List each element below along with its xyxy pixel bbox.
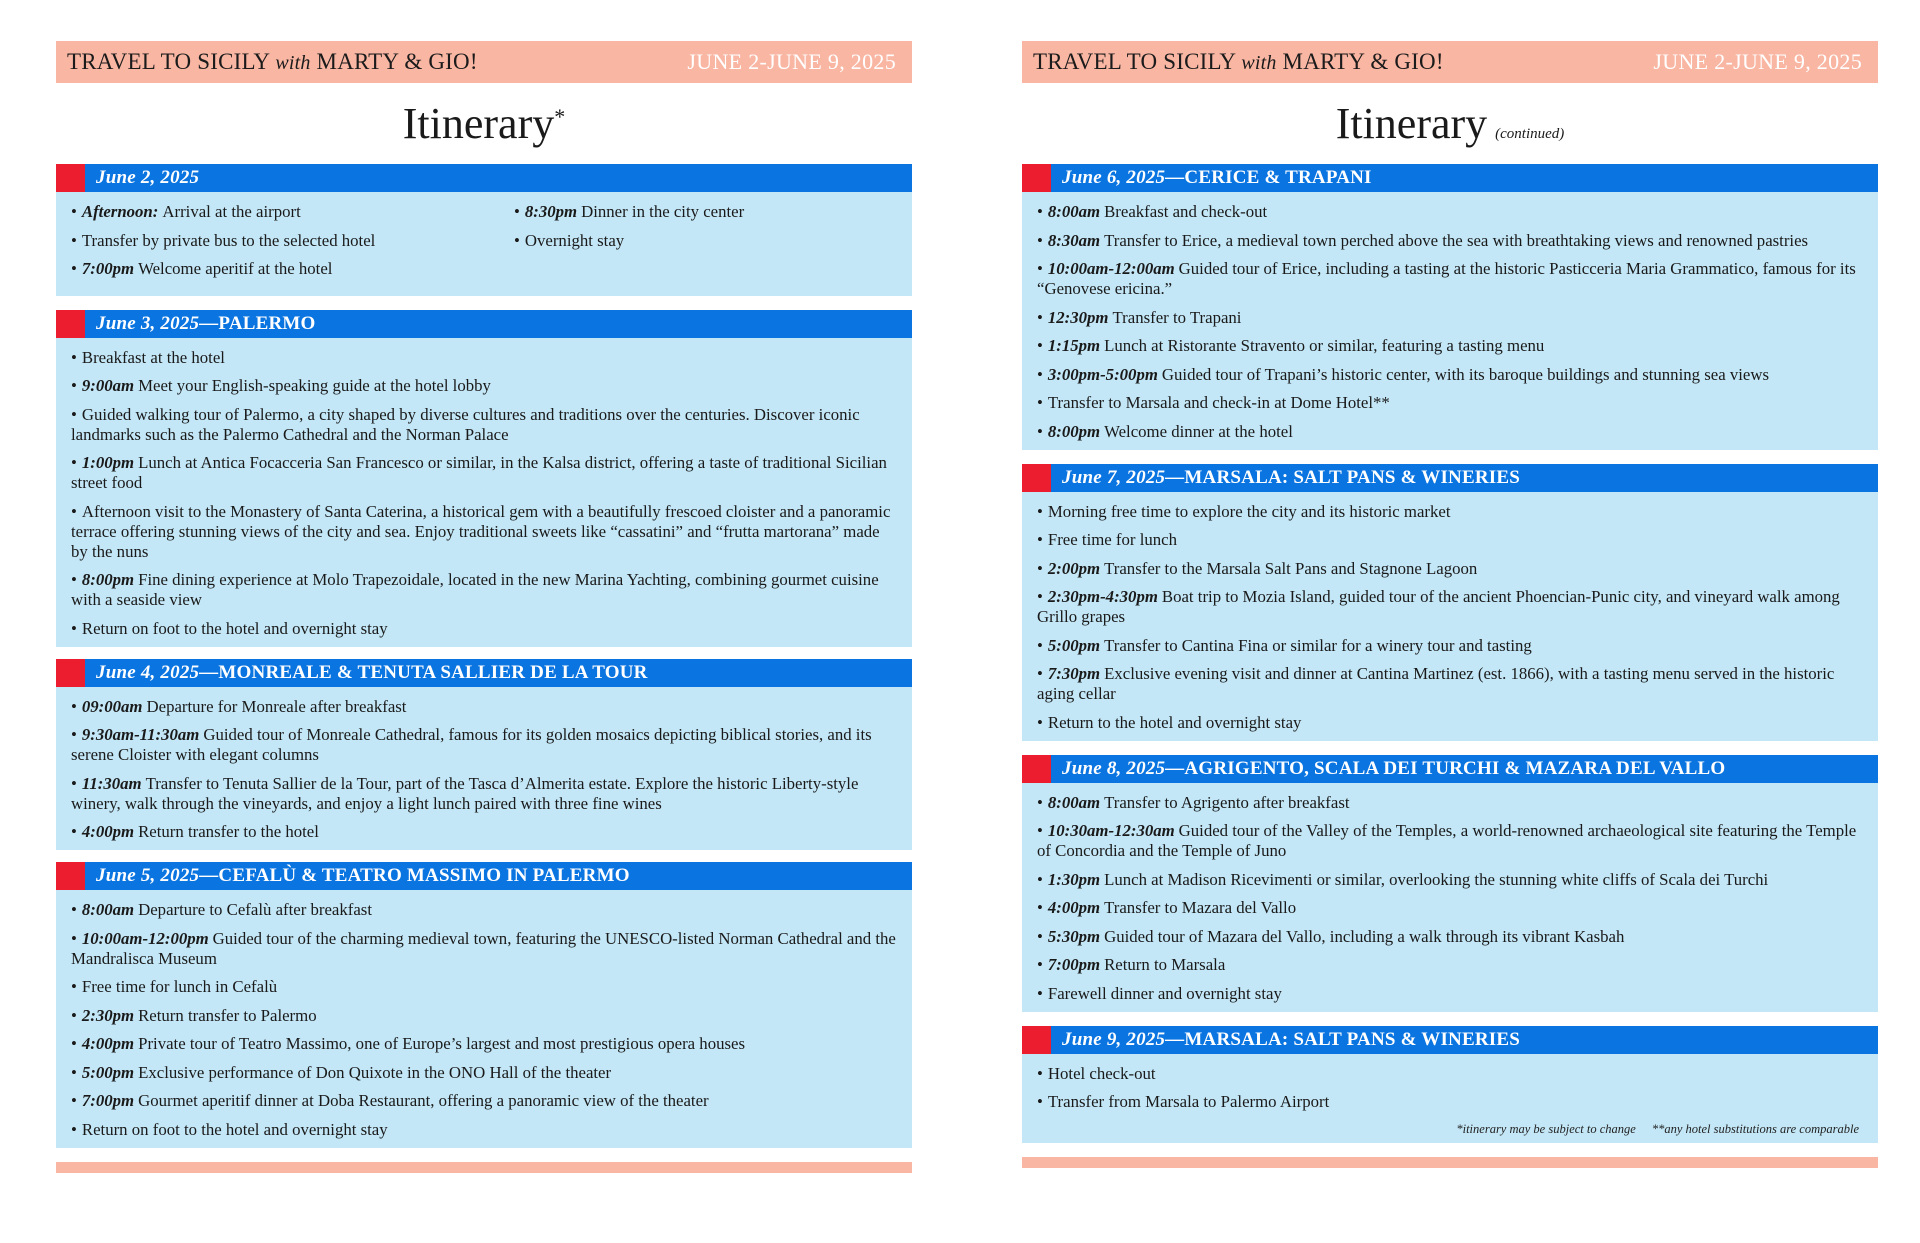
day-june-6 [1022,164,1878,450]
trip-title: TRAVEL TO SICILY with MARTY & GIO! [67,49,478,74]
bullet-icon: • [1037,230,1043,250]
item-time: 8:00pm [81,570,135,589]
item-time: 9:30am-11:30am [81,725,200,744]
item-time: 8:00am [81,900,135,919]
itinerary-item [1037,365,1862,385]
day-header [56,862,912,890]
item-text: Arrival at the airport [162,202,301,221]
itinerary-item [71,900,896,920]
itinerary-item [71,231,514,251]
itinerary-page-1 [56,41,912,1173]
day-june-2 [56,164,912,296]
item-time: 5:30pm [1047,926,1101,946]
item-time: 1:30pm [1047,869,1101,889]
itinerary-item [1037,636,1862,656]
item-text: Transfer to Marsala and check-in at Dome Hotel** [1047,393,1390,412]
trip-dates: JUNE 2-JUNE 9, 2025 [1653,49,1862,74]
itinerary-item [1037,259,1862,299]
bullet-icon: • [1037,821,1043,840]
bullet-icon: • [71,347,77,367]
item-text: Transfer to Mazara del Vallo [1104,898,1297,917]
day-items-column-2 [514,202,744,288]
itinerary-item [71,619,896,639]
item-text: Guided tour of Trapani’s historic center, with its baroque buildings and stunning sea views [1161,364,1769,384]
item-text: Guided tour of Mazara del Vallo, including a walk through its vibrant Kasbah [1104,926,1625,946]
bullet-icon: • [1037,635,1043,655]
itinerary-item [1037,422,1862,442]
day-date: June 7, 2025— [1062,466,1185,488]
bullet-icon: • [514,202,520,221]
itinerary-item [1037,308,1862,328]
item-time: 8:30pm [524,202,578,221]
bullet-icon: • [1037,393,1043,412]
itinerary-item [1037,793,1862,813]
itinerary-item [71,977,896,997]
page-title: Itinerary* [402,99,566,148]
day-june-5 [56,862,912,1148]
itinerary-item [71,348,896,368]
item-time: 10:00am-12:00pm [81,928,209,948]
day-place: CERICE & TRAPANI [1184,167,1372,188]
footnotes [1022,1120,1878,1143]
bullet-icon: • [514,230,520,250]
day-date: June 5, 2025— [96,865,219,886]
bullet-icon: • [71,1091,77,1110]
item-time: 4:00pm [81,1034,135,1053]
item-time: 10:30am-12:30am [1047,821,1175,840]
item-time: 1:15pm [1047,336,1101,355]
itinerary-item [1037,1092,1862,1112]
itinerary-item [71,1091,896,1111]
day-june-8 [1022,755,1878,1012]
day-place: MARSALA: SALT PANS & WINERIES [1184,1028,1520,1050]
item-time: 8:00am [1047,202,1101,221]
day-date: June 2, 2025 [96,167,200,188]
itinerary-page-2 [1022,41,1878,1168]
item-text: Dinner in the city center [581,202,745,221]
item-text: Transfer to Tenuta Sallier de la Tour, part of the Tasca d’Almerita estate. Explore the historic Liberty-style winery, walk through the vineyards, and enjoy a light lunch paired with three fine wines [71,773,859,813]
bullet-icon: • [71,977,77,996]
itinerary-item [71,725,896,765]
footnote-itinerary: *itinerary may be subject to change [1456,1122,1636,1136]
day-items [1022,1054,1878,1121]
bullet-icon: • [71,1119,77,1139]
item-time: 8:00am [1047,792,1101,812]
item-time: 4:00pm [1047,898,1101,917]
bullet-icon: • [71,453,77,472]
day-place: AGRIGENTO, SCALA DEI TURCHI & MAZARA DEL VALLO [1184,757,1726,779]
item-text: Free time for lunch in Cefalù [81,977,278,996]
item-time: 7:00pm [1047,955,1101,974]
item-time: 5:00pm [1047,635,1101,655]
item-text: Welcome aperitif at the hotel [138,259,333,278]
day-items [1022,192,1878,450]
itinerary-item [1037,231,1862,251]
day-items [56,890,912,1148]
item-text: Lunch at Antica Focacceria San Francesco or similar, in the Kalsa district, offering a taste of traditional Sicilian street food [71,453,887,492]
item-text: Return on foot to the hotel and overnight stay [81,1119,388,1139]
bullet-icon: • [71,570,77,589]
itinerary-item [514,202,744,222]
itinerary-item [1037,530,1862,550]
item-text: Lunch at Ristorante Stravento or similar, featuring a tasting menu [1104,336,1545,355]
item-text: Afternoon visit to the Monastery of Santa Caterina, a historical gem with a beautifully frescoed cloister and a panoramic terrace offering stunning views of the city and sea. Enjoy traditional sweets like “cassatini” and “frutta martorana” made by the nuns [71,501,891,561]
item-text: Transfer to Cantina Fina or similar for a winery tour and tasting [1104,635,1532,655]
page-footer-bar [1022,1157,1878,1168]
itinerary-item [514,231,744,251]
bullet-icon: • [71,1034,77,1053]
itinerary-item [1037,955,1862,975]
bullet-icon: • [71,928,77,948]
item-text: Lunch at Madison Ricevimenti or similar, overlooking the stunning white cliffs of Scala dei Turchi [1104,869,1769,889]
itinerary-item [1037,559,1862,579]
day-marker [1022,1026,1051,1054]
item-text: Transfer by private bus to the selected hotel [81,230,376,250]
item-text: Return transfer to Palermo [138,1005,317,1025]
item-time: 7:30pm [1047,664,1101,683]
item-text: Transfer to Erice, a medieval town perched above the sea with breathtaking views and renowned pastries [1104,230,1809,250]
day-items [56,338,912,647]
itinerary-item [71,570,896,610]
item-text: Return transfer to the hotel [138,822,319,841]
item-text: Gourmet aperitif dinner at Doba Restaurant, offering a panoramic view of the theater [138,1091,709,1110]
bullet-icon: • [71,696,77,716]
itinerary-item [1037,587,1862,627]
item-time: 8:00pm [1047,421,1101,441]
page-footer-bar [56,1162,912,1173]
item-text: Morning free time to explore the city and its historic market [1047,501,1451,521]
day-header [1022,755,1878,783]
bullet-icon: • [71,259,77,278]
itinerary-item [1037,393,1862,413]
itinerary-item [71,1006,896,1026]
bullet-icon: • [71,404,77,424]
bullet-icon: • [71,1005,77,1025]
item-time: 5:00pm [81,1062,135,1082]
day-marker [1022,164,1051,192]
day-place: PALERMO [218,312,316,334]
day-place: CEFALÙ & TEATRO MASSIMO IN PALERMO [218,865,630,886]
day-june-3 [56,310,912,647]
itinerary-item [71,697,896,717]
itinerary-item [1037,202,1862,222]
day-header [56,659,912,687]
day-marker [56,862,85,890]
page-header-bar [56,41,912,83]
day-june-9 [1022,1026,1878,1144]
item-text: Farewell dinner and overnight stay [1047,983,1282,1003]
day-marker [1022,755,1051,783]
bullet-icon: • [1037,869,1043,889]
item-time: 4:00pm [81,822,135,841]
itinerary-item [71,774,896,814]
item-time: 2:30pm-4:30pm [1047,587,1158,606]
itinerary-item [1037,898,1862,918]
item-text: Transfer to Trapani [1112,307,1242,327]
day-marker [56,310,85,338]
day-items-column-1 [71,202,514,288]
item-text: Free time for lunch [1047,530,1177,549]
item-text: Welcome dinner at the hotel [1104,421,1293,441]
day-header [56,310,912,338]
day-items [1022,492,1878,741]
item-text: Breakfast at the hotel [81,347,225,367]
bullet-icon: • [1037,664,1043,683]
day-june-7 [1022,464,1878,741]
bullet-icon: • [1037,1063,1043,1083]
footnote-hotel: **any hotel substitutions are comparable [1651,1122,1859,1136]
day-marker [56,164,85,192]
itinerary-item [1037,870,1862,890]
item-text: Guided tour of the charming medieval town, featuring the UNESCO-listed Norman Cathedral and the Mandralisca Museum [71,928,896,968]
itinerary-item [71,1034,896,1054]
day-header [56,164,912,192]
bullet-icon: • [1037,983,1043,1003]
itinerary-item [71,822,896,842]
bullet-icon: • [71,618,77,638]
bullet-icon: • [71,202,77,221]
day-june-4 [56,659,912,851]
item-text: Departure to Cefalù after breakfast [138,900,372,919]
itinerary-item [71,202,514,222]
itinerary-item [1037,927,1862,947]
day-items [56,687,912,851]
bullet-icon: • [71,822,77,841]
bullet-icon: • [1037,898,1043,917]
bullet-icon: • [71,230,77,250]
trip-dates: JUNE 2-JUNE 9, 2025 [687,49,896,74]
bullet-icon: • [1037,530,1043,549]
day-place: MONREALE & TENUTA SALLIER DE LA TOUR [218,661,648,683]
item-text: Hotel check-out [1047,1063,1156,1083]
itinerary-item [1037,821,1862,861]
bullet-icon: • [1037,1092,1043,1111]
bullet-icon: • [1037,259,1043,278]
item-time: 1:00pm [81,453,135,472]
bullet-icon: • [71,725,77,744]
item-time: 2:30pm [81,1005,135,1025]
item-text: Return on foot to the hotel and overnight stay [81,618,388,638]
itinerary-item [1037,664,1862,704]
itinerary-item [71,259,514,279]
itinerary-item [71,929,896,969]
itinerary-item [71,376,896,396]
item-text: Return to the hotel and overnight stay [1047,712,1302,732]
bullet-icon: • [71,376,77,395]
item-text: Meet your English-speaking guide at the hotel lobby [138,376,491,395]
item-text: Exclusive evening visit and dinner at Cantina Martinez (est. 1866), with a tasting menu served in the historic aging cellar [1037,664,1835,703]
bullet-icon: • [71,501,77,521]
item-text: Departure for Monreale after breakfast [146,696,407,716]
bullet-icon: • [71,1062,77,1082]
item-time: 09:00am [81,696,143,716]
item-text: Guided tour of Erice, including a tasting at the historic Pasticceria Maria Grammatico, famous for its “Genovese ericina.” [1037,259,1856,298]
itinerary-item [1037,984,1862,1004]
item-text: Breakfast and check-out [1104,202,1268,221]
item-time: Afternoon: [81,202,159,221]
itinerary-item [71,1120,896,1140]
day-date: June 9, 2025— [1062,1028,1185,1050]
day-date: June 6, 2025— [1062,167,1185,188]
item-text: Guided walking tour of Palermo, a city shaped by diverse cultures and traditions over the centuries. Discover iconic landmarks such as the Palermo Cathedral and the Norman Palace [71,404,860,444]
day-marker [1022,464,1051,492]
bullet-icon: • [1037,955,1043,974]
itinerary-item [71,453,896,493]
day-header [1022,164,1878,192]
bullet-icon: • [1037,926,1043,946]
item-time: 7:00pm [81,1091,135,1110]
day-date: June 3, 2025— [96,312,219,334]
item-time: 12:30pm [1047,307,1109,327]
bullet-icon: • [71,900,77,919]
day-header [1022,1026,1878,1054]
day-date: June 4, 2025— [96,661,219,683]
bullet-icon: • [1037,202,1043,221]
itinerary-item [1037,1064,1862,1084]
itinerary-item [1037,502,1862,522]
bullet-icon: • [1037,712,1043,732]
itinerary-item [1037,713,1862,733]
bullet-icon: • [1037,364,1043,384]
day-header [1022,464,1878,492]
day-items [1022,783,1878,1012]
item-text: Transfer from Marsala to Palermo Airport [1047,1092,1330,1111]
bullet-icon: • [1037,558,1043,578]
bullet-icon: • [71,773,77,793]
bullet-icon: • [1037,336,1043,355]
day-marker [56,659,85,687]
item-time: 2:00pm [1047,558,1101,578]
day-place: MARSALA: SALT PANS & WINERIES [1184,466,1520,488]
item-text: Guided tour of the Valley of the Temples, a world-renowned archaeological site featuring the Temple of Concordia and the Temple of Juno [1037,821,1857,860]
item-text: Exclusive performance of Don Quixote in the ONO Hall of the theater [138,1062,612,1082]
bullet-icon: • [1037,421,1043,441]
item-text: Fine dining experience at Molo Trapezoidale, located in the new Marina Yachting, combining gourmet cuisine with a seaside view [71,570,879,609]
page-title: Itinerary (continued) [1335,99,1565,148]
item-time: 9:00am [81,376,135,395]
item-time: 3:00pm-5:00pm [1047,364,1158,384]
day-date: June 8, 2025— [1062,757,1185,779]
bullet-icon: • [1037,307,1043,327]
page-header-bar [1022,41,1878,83]
item-time: 8:30am [1047,230,1101,250]
bullet-icon: • [1037,587,1043,606]
itinerary-item [1037,336,1862,356]
item-time: 11:30am [81,773,142,793]
item-text: Boat trip to Mozia Island, guided tour of the ancient Phoencian-Punic city, and vineyard walk among Grillo grapes [1037,587,1840,626]
item-text: Private tour of Teatro Massimo, one of Europe’s largest and most prestigious opera houses [138,1034,745,1053]
itinerary-item [71,405,896,445]
itinerary-item [71,1063,896,1083]
item-text: Return to Marsala [1104,955,1226,974]
item-time: 10:00am-12:00am [1047,259,1175,278]
trip-title: TRAVEL TO SICILY with MARTY & GIO! [1033,49,1444,74]
itinerary-item [71,502,896,562]
item-time: 7:00pm [81,259,135,278]
item-text: Overnight stay [524,230,625,250]
bullet-icon: • [1037,501,1043,521]
item-text: Transfer to the Marsala Salt Pans and Stagnone Lagoon [1104,558,1478,578]
bullet-icon: • [1037,792,1043,812]
item-text: Guided tour of Monreale Cathedral, famous for its golden mosaics depicting biblical stories, and its serene Cloister with elegant columns [71,725,872,764]
item-text: Transfer to Agrigento after breakfast [1104,792,1350,812]
